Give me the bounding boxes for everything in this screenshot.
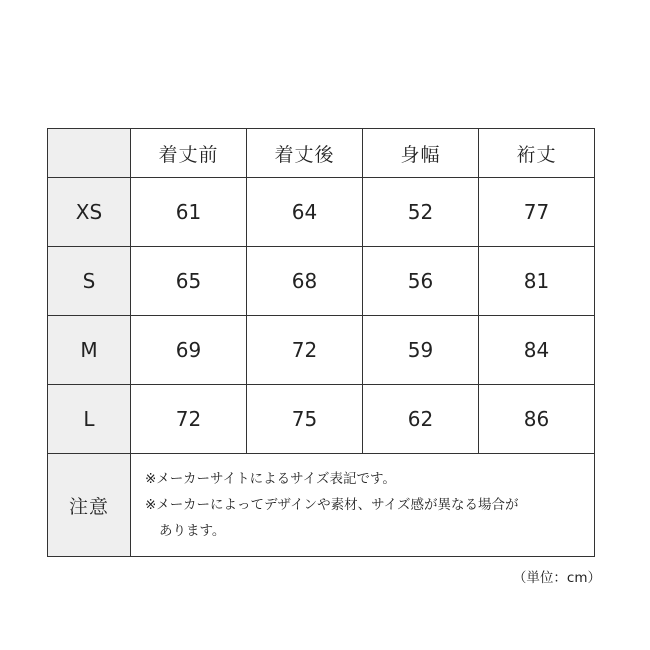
header-row (48, 129, 595, 178)
measurement-value: 61 (175, 200, 202, 224)
size-label-cell (48, 178, 131, 247)
measurement-value: 64 (291, 200, 318, 224)
value-cell (363, 247, 479, 316)
table-row (48, 247, 595, 316)
measurement-value: 68 (291, 269, 318, 293)
value-cell (363, 178, 479, 247)
header-cell (247, 129, 363, 178)
value-cell (247, 247, 363, 316)
size-label: L (83, 407, 95, 431)
header-cell (131, 129, 247, 178)
size-label: M (80, 338, 98, 362)
header-cell (479, 129, 595, 178)
measurement-value: 84 (523, 338, 550, 362)
note-label: 注意 (68, 495, 109, 518)
note-cell (131, 454, 595, 557)
table-row (48, 178, 595, 247)
note-line: あります。 (159, 523, 226, 539)
measurement-value: 86 (523, 407, 550, 431)
measurement-value: 72 (175, 407, 202, 431)
value-cell (131, 247, 247, 316)
value-cell (247, 178, 363, 247)
measurement-value: 62 (407, 407, 434, 431)
table-row (48, 385, 595, 454)
measurement-value: 65 (175, 269, 202, 293)
header-label: 裄丈 (516, 143, 557, 166)
value-cell (247, 385, 363, 454)
value-cell (131, 316, 247, 385)
corner-cell (48, 129, 131, 178)
measurement-value: 72 (291, 338, 318, 362)
measurement-value: 69 (175, 338, 202, 362)
value-cell (131, 178, 247, 247)
size-chart-table (47, 128, 595, 557)
measurement-value: 56 (407, 269, 434, 293)
size-label: XS (75, 200, 103, 224)
measurement-value: 52 (407, 200, 434, 224)
note-line: ※メーカーサイトによるサイズ表記です。 (145, 471, 396, 487)
size-label-cell (48, 385, 131, 454)
table-row (48, 316, 595, 385)
size-label: S (82, 269, 96, 293)
note-row (48, 454, 595, 557)
measurement-value: 77 (523, 200, 550, 224)
size-label-cell (48, 316, 131, 385)
size-label-cell (48, 247, 131, 316)
header-label: 着丈前 (158, 143, 219, 166)
note-line: ※メーカーによってデザインや素材、サイズ感が異なる場合が (145, 497, 519, 513)
value-cell (363, 316, 479, 385)
measurement-value: 75 (291, 407, 318, 431)
value-cell (479, 316, 595, 385)
unit-note: （単位：cm） (512, 570, 601, 586)
value-cell (363, 385, 479, 454)
header-label: 着丈後 (274, 143, 335, 166)
note-label-cell (48, 454, 131, 557)
value-cell (479, 385, 595, 454)
value-cell (479, 178, 595, 247)
value-cell (479, 247, 595, 316)
header-cell (363, 129, 479, 178)
measurement-value: 59 (407, 338, 434, 362)
value-cell (131, 385, 247, 454)
value-cell (247, 316, 363, 385)
measurement-value: 81 (523, 269, 550, 293)
header-label: 身幅 (400, 143, 441, 166)
